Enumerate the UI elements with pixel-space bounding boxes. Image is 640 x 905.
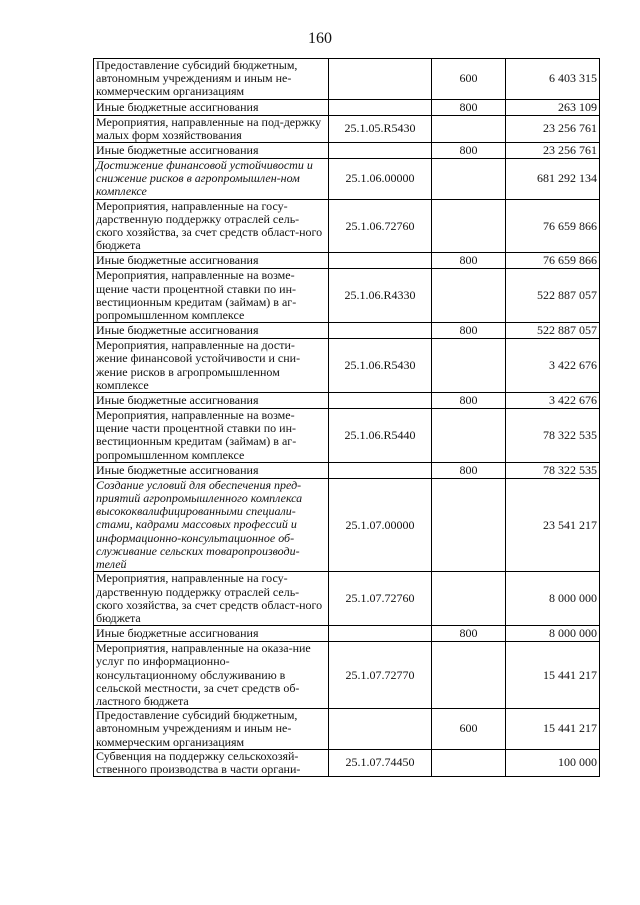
row-name-cell: Иные бюджетные ассигнования [94, 253, 329, 269]
row-name-cell: Иные бюджетные ассигнования [94, 626, 329, 642]
row-type-cell: 600 [432, 709, 506, 750]
row-name-cell: Иные бюджетные ассигнования [94, 393, 329, 409]
row-type-cell [432, 409, 506, 463]
row-name-cell: Мероприятия, направленные на оказа-ние услуг по информационно-консультационному обслуживанию в сельской местности, за счет средств об-ластного бюджета [94, 642, 329, 709]
row-sum-cell: 3 422 676 [506, 339, 600, 393]
row-code-cell: 25.1.05.R5430 [329, 115, 432, 142]
table-row [94, 393, 600, 409]
row-sum-cell: 23 541 217 [506, 478, 600, 571]
row-sum-cell: 23 256 761 [506, 115, 600, 142]
row-code-cell [329, 626, 432, 642]
row-name-cell: Предоставление субсидий бюджетным, автономным учреждениям и иным не-коммерческим организациям [94, 59, 329, 100]
row-type-cell [432, 642, 506, 709]
budget-table [93, 58, 600, 777]
row-sum-cell: 522 887 057 [506, 323, 600, 339]
row-sum-cell: 681 292 134 [506, 159, 600, 200]
row-name-cell: Иные бюджетные ассигнования [94, 323, 329, 339]
row-name-cell: Создание условий для обеспечения пред-приятий агропромышленного комплекса высококвалифицированными специали-стами, кадрами массовых профессий и информационно-консультационное об-служивание сельских товаропроизводи-телей [94, 478, 329, 571]
row-type-cell: 800 [432, 462, 506, 478]
row-name-cell: Предоставление субсидий бюджетным, автономным учреждениям и иным не-коммерческим организациям [94, 709, 329, 750]
row-type-cell [432, 478, 506, 571]
table-row [94, 749, 600, 776]
row-type-cell [432, 199, 506, 253]
table-row [94, 115, 600, 142]
table-row [94, 709, 600, 750]
row-code-cell: 25.1.06.72760 [329, 199, 432, 253]
table-row [94, 99, 600, 115]
row-sum-cell: 8 000 000 [506, 572, 600, 626]
row-type-cell: 800 [432, 99, 506, 115]
row-code-cell: 25.1.06.R5440 [329, 409, 432, 463]
row-code-cell: 25.1.07.00000 [329, 478, 432, 571]
row-type-cell [432, 749, 506, 776]
row-code-cell: 25.1.06.R5430 [329, 339, 432, 393]
table-row [94, 339, 600, 393]
row-sum-cell: 15 441 217 [506, 642, 600, 709]
table-row [94, 143, 600, 159]
row-code-cell [329, 253, 432, 269]
row-code-cell: 25.1.07.72760 [329, 572, 432, 626]
row-sum-cell: 76 659 866 [506, 253, 600, 269]
row-type-cell: 800 [432, 393, 506, 409]
row-sum-cell: 76 659 866 [506, 199, 600, 253]
table-row [94, 462, 600, 478]
row-code-cell: 25.1.06.R4330 [329, 269, 432, 323]
row-name-cell: Иные бюджетные ассигнования [94, 99, 329, 115]
row-sum-cell: 3 422 676 [506, 393, 600, 409]
table-row [94, 253, 600, 269]
table-row [94, 478, 600, 571]
table-row [94, 409, 600, 463]
row-type-cell: 800 [432, 143, 506, 159]
row-name-cell: Мероприятия, направленные на госу-дарственную поддержку отраслей сель-ского хозяйства, за счет средств област-ного бюджета [94, 572, 329, 626]
row-name-cell: Мероприятия, направленные на под-держку малых форм хозяйствования [94, 115, 329, 142]
row-type-cell [432, 269, 506, 323]
row-code-cell [329, 99, 432, 115]
page-number: 160 [308, 30, 332, 47]
row-name-cell: Иные бюджетные ассигнования [94, 462, 329, 478]
row-code-cell [329, 393, 432, 409]
row-type-cell [432, 159, 506, 200]
row-type-cell: 600 [432, 59, 506, 100]
row-type-cell [432, 115, 506, 142]
table-row [94, 626, 600, 642]
row-name-cell: Субвенция на поддержку сельскохозяй-ственного производства в части органи- [94, 749, 329, 776]
row-sum-cell: 8 000 000 [506, 626, 600, 642]
row-code-cell [329, 59, 432, 100]
row-name-cell: Иные бюджетные ассигнования [94, 143, 329, 159]
row-type-cell [432, 339, 506, 393]
table-row [94, 323, 600, 339]
row-sum-cell: 23 256 761 [506, 143, 600, 159]
row-type-cell: 800 [432, 253, 506, 269]
row-code-cell [329, 143, 432, 159]
row-name-cell: Мероприятия, направленные на госу-дарственную поддержку отраслей сель-ского хозяйства, за счет средств област-ного бюджета [94, 199, 329, 253]
row-sum-cell: 263 109 [506, 99, 600, 115]
table-row [94, 199, 600, 253]
row-sum-cell: 6 403 315 [506, 59, 600, 100]
row-code-cell: 25.1.06.00000 [329, 159, 432, 200]
table-row [94, 269, 600, 323]
row-name-cell: Мероприятия, направленные на возме-щение части процентной ставки по ин-вестиционным кредитам (займам) в аг-ропромышленном комплексе [94, 269, 329, 323]
table-row [94, 572, 600, 626]
table-row [94, 159, 600, 200]
row-name-cell: Достижение финансовой устойчивости и снижение рисков в агропромышлен-ном комплексе [94, 159, 329, 200]
row-sum-cell: 15 441 217 [506, 709, 600, 750]
row-type-cell: 800 [432, 323, 506, 339]
row-type-cell: 800 [432, 626, 506, 642]
row-code-cell [329, 709, 432, 750]
row-code-cell [329, 462, 432, 478]
budget-table-body [94, 59, 600, 777]
row-code-cell [329, 323, 432, 339]
row-sum-cell: 522 887 057 [506, 269, 600, 323]
row-type-cell [432, 572, 506, 626]
row-name-cell: Мероприятия, направленные на возме-щение части процентной ставки по ин-вестиционным кредитам (займам) в аг-ропромышленном комплексе [94, 409, 329, 463]
row-sum-cell: 100 000 [506, 749, 600, 776]
row-sum-cell: 78 322 535 [506, 462, 600, 478]
row-sum-cell: 78 322 535 [506, 409, 600, 463]
row-name-cell: Мероприятия, направленные на дости-жение финансовой устойчивости и сни-жение рисков в агропромышленном комплексе [94, 339, 329, 393]
row-code-cell: 25.1.07.72770 [329, 642, 432, 709]
row-code-cell: 25.1.07.74450 [329, 749, 432, 776]
table-row [94, 59, 600, 100]
table-row [94, 642, 600, 709]
